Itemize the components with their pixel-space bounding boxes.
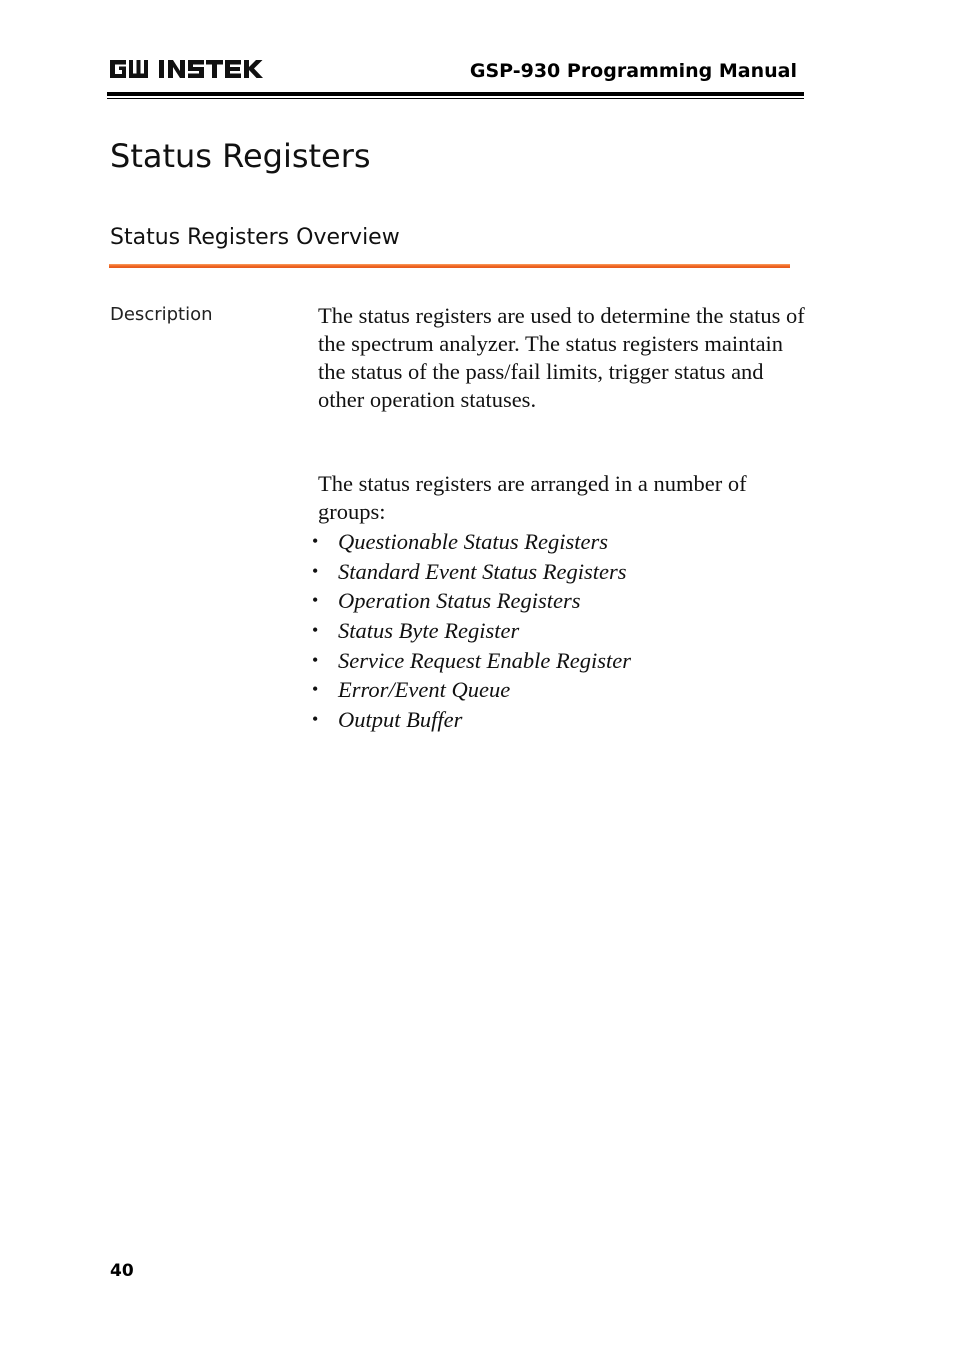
list-item — [310, 527, 631, 557]
bullet-icon: • — [312, 531, 319, 551]
list-item — [310, 675, 631, 705]
bullet-icon: • — [312, 679, 319, 700]
bullet-icon: • — [312, 560, 319, 581]
description-paragraph-2: The status registers are arranged in a number of groups: — [318, 471, 747, 524]
description-paragraph-1: The status registers are used to determine the status of the spectrum analyzer. The status registers maintain the status of the pass/fail limits, trigger status and other operation statuses. — [318, 303, 805, 412]
section-divider — [109, 264, 790, 268]
gw-instek-logo — [108, 56, 278, 82]
list-item-text: Output Buffer — [338, 707, 463, 733]
list-item — [310, 586, 631, 616]
bullet-icon: • — [312, 649, 319, 670]
bullet-icon: • — [312, 709, 319, 730]
page-number: 40 — [110, 1261, 134, 1281]
list-item-text: Standard Event Status Registers — [338, 558, 627, 584]
description-label: Description — [110, 304, 213, 325]
manual-title: GSP-930 Programming Manual — [469, 60, 797, 82]
section-title: Status Registers Overview — [110, 225, 400, 250]
list-item — [310, 557, 631, 587]
header-divider — [107, 92, 804, 96]
header-divider-thin — [107, 98, 804, 99]
chapter-title: Status Registers — [110, 137, 371, 175]
list-item-text: Status Byte Register — [338, 618, 520, 644]
list-item-text: Operation Status Registers — [338, 588, 581, 614]
list-item — [310, 616, 631, 646]
list-item-text: Service Request Enable Register — [338, 647, 632, 673]
list-item-text: Questionable Status Registers — [338, 529, 608, 554]
list-item — [310, 705, 631, 735]
list-item-text: Error/Event Queue — [338, 677, 511, 703]
register-groups-list — [310, 527, 631, 735]
bullet-icon: • — [312, 620, 319, 641]
bullet-icon: • — [312, 590, 319, 611]
list-item — [310, 646, 631, 676]
